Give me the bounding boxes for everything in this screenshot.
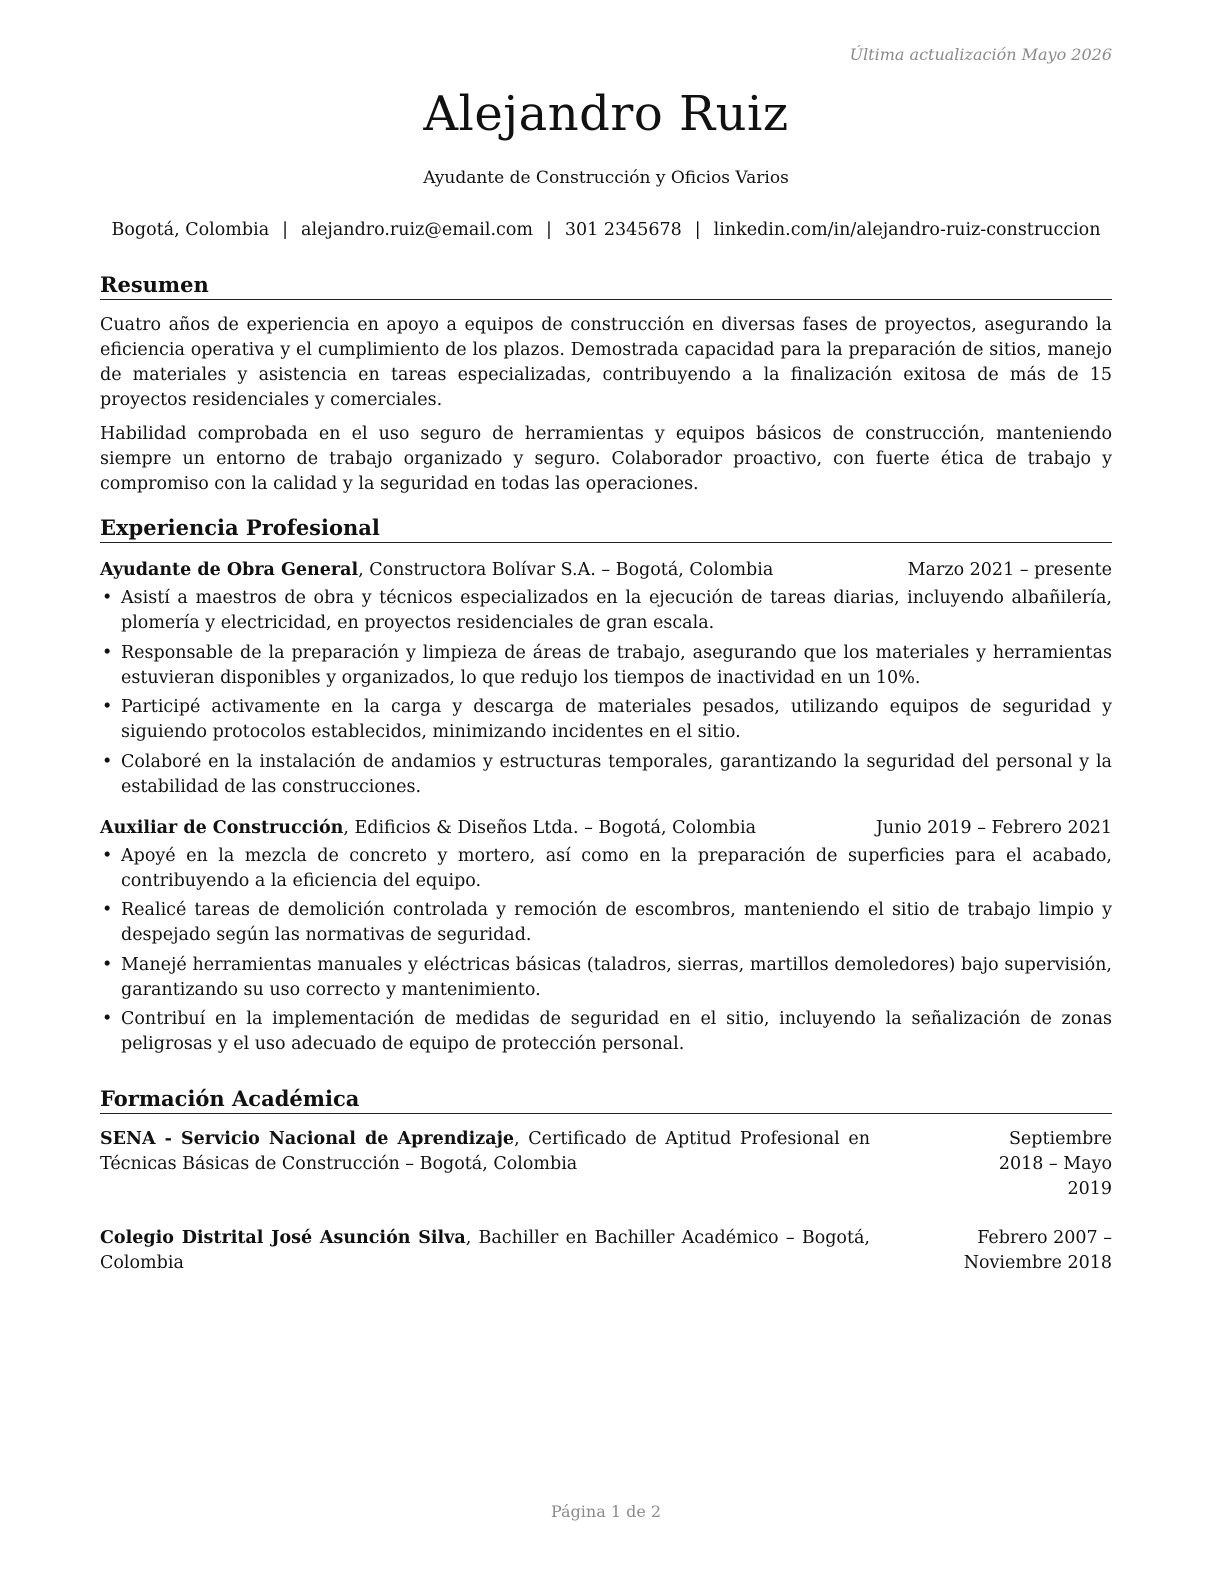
list-item (100, 844, 1112, 894)
contact-line (90, 220, 1122, 240)
job-bullets (100, 586, 1112, 800)
bullet-icon: • (102, 751, 113, 772)
contact-location: Bogotá, Colombia (111, 220, 270, 240)
contact-separator: | (694, 220, 701, 240)
bullet-text: Apoyé en la mezcla de concreto y mortero, así como en la preparación de superficies para el acabado, contribuyendo a la eficiencia del equipo. (121, 845, 1112, 891)
bullet-text: Participé activamente en la carga y descarga de materiales pesados, utilizando equipos de seguridad y siguiendo protocolos establecidos, minimizando incidentes en el sitio. (121, 697, 1112, 742)
job-bullets (100, 844, 1112, 1058)
bullet-icon: • (102, 588, 113, 608)
experience-section (100, 515, 1112, 1062)
section-title: Formación Académica (100, 1086, 1112, 1114)
bullet-text: Contribuí en la implementación de medidas de seguridad en el sitio, incluyendo la señalización de zonas peligrosas y el uso adecuado de equipo de protección personal. (121, 1009, 1112, 1054)
section-title: Resumen (100, 272, 1112, 300)
contact-linkedin[interactable]: linkedin.com/in/alejandro-ruiz-construccion (713, 220, 1101, 240)
contact-email[interactable]: alejandro.ruiz@email.com (301, 220, 533, 240)
bullet-icon: • (102, 697, 113, 717)
job-title-line (100, 816, 756, 841)
list-item (100, 641, 1112, 691)
job-position: Auxiliar de Construcción (100, 817, 344, 838)
bullet-text: Colaboré en la instalación de andamios y estructuras temporales, garantizando la seguridad del personal y la estabilidad de las construcciones. (121, 751, 1112, 797)
list-item (100, 953, 1112, 1003)
job-header (100, 558, 1112, 583)
education-description (100, 1226, 870, 1276)
contact-separator: | (545, 220, 552, 240)
job-title-line (100, 558, 773, 583)
summary-paragraph: Cuatro años de experiencia en apoyo a equipos de construcción en diversas fases de proyectos, asegurando la eficiencia operativa y el cumplimiento de los plazos. Demostrada capacidad para la preparación de sitios, manejo de materiales y asistencia en tareas especializadas, contribuyendo a la finalización exitosa de más de 15 proyectos residenciales y comerciales. (100, 315, 1112, 410)
candidate-name: Alejandro Ruiz (423, 86, 789, 142)
bullet-text: Responsable de la preparación y limpieza de áreas de trabajo, asegurando que los materiales y herramientas estuvieran disponibles y organizados, lo que redujo los tiempos de inactividad en un 10%. (121, 642, 1112, 688)
bullet-icon: • (102, 845, 113, 866)
education-entry (100, 1226, 1112, 1276)
bullet-text: Manejé herramientas manuales y eléctricas básicas (taladros, sierras, martillos demoledores) bajo supervisión, garantizando su uso correcto y mantenimiento. (121, 954, 1112, 1000)
job-dates: Marzo 2021 – presente (907, 560, 1112, 580)
job-entry (100, 816, 1112, 1058)
last-updated: Última actualización Mayo 2026 (849, 45, 1112, 64)
bullet-icon: • (102, 642, 113, 663)
contact-phone: 301 2345678 (564, 220, 682, 240)
list-item (100, 898, 1112, 948)
education-dates: Febrero 2007 – Noviembre 2018 (963, 1228, 1112, 1273)
page-number: Página 1 de 2 (550, 1502, 662, 1521)
bullet-text: Asistí a maestros de obra y técnicos especializados en la ejecución de tareas diarias, incluyendo albañilería, plomería y electricidad, en proyectos residenciales de gran escala. (121, 588, 1112, 633)
job-entry (100, 558, 1112, 800)
bullet-icon: • (102, 954, 113, 975)
job-position: Ayudante de Obra General (100, 560, 359, 580)
bullet-icon: • (102, 900, 113, 920)
job-dates: Junio 2019 – Febrero 2021 (875, 817, 1112, 838)
list-item (100, 695, 1112, 745)
bullet-icon: • (102, 1009, 113, 1029)
resume-page (100, 0, 1112, 1584)
section-title: Experiencia Profesional (100, 515, 1112, 543)
candidate-role: Ayudante de Construcción y Oficios Varios (423, 168, 789, 188)
job-company: , Constructora Bolívar S.A. – Bogotá, Colombia (358, 560, 774, 580)
list-item (100, 1007, 1112, 1057)
education-description (100, 1127, 870, 1202)
education-detail: , Certificado de Aptitud Profesional en Técnicas Básicas de Construcción – Bogotá, Colombia (100, 1129, 870, 1174)
list-item (100, 586, 1112, 636)
education-dates: Septiembre 2018 – Mayo 2019 (998, 1129, 1112, 1199)
education-entry (100, 1127, 1112, 1202)
education-detail: , Bachiller en Bachiller Académico – Bogotá, Colombia (100, 1228, 870, 1273)
bullet-text: Realicé tareas de demolición controlada y remoción de escombros, manteniendo el sitio de trabajo limpio y despejado según las normativas de seguridad. (121, 900, 1112, 945)
summary-section (100, 272, 1112, 497)
education-institution: Colegio Distrital José Asunción Silva (100, 1228, 466, 1248)
contact-separator: | (282, 220, 289, 240)
job-company: , Edificios & Diseños Ltda. – Bogotá, Colombia (343, 817, 757, 838)
summary-paragraph: Habilidad comprobada en el uso seguro de herramientas y equipos básicos de construcción, manteniendo siempre un entorno de trabajo organizado y seguro. Colaborador proactivo, con fuerte ética de trabajo y compromiso con la calidad y la seguridad en todas las operaciones. (100, 424, 1112, 494)
education-section (100, 1086, 1112, 1276)
education-institution: SENA - Servicio Nacional de Aprendizaje (100, 1129, 515, 1149)
list-item (100, 750, 1112, 800)
job-header (100, 816, 1112, 841)
